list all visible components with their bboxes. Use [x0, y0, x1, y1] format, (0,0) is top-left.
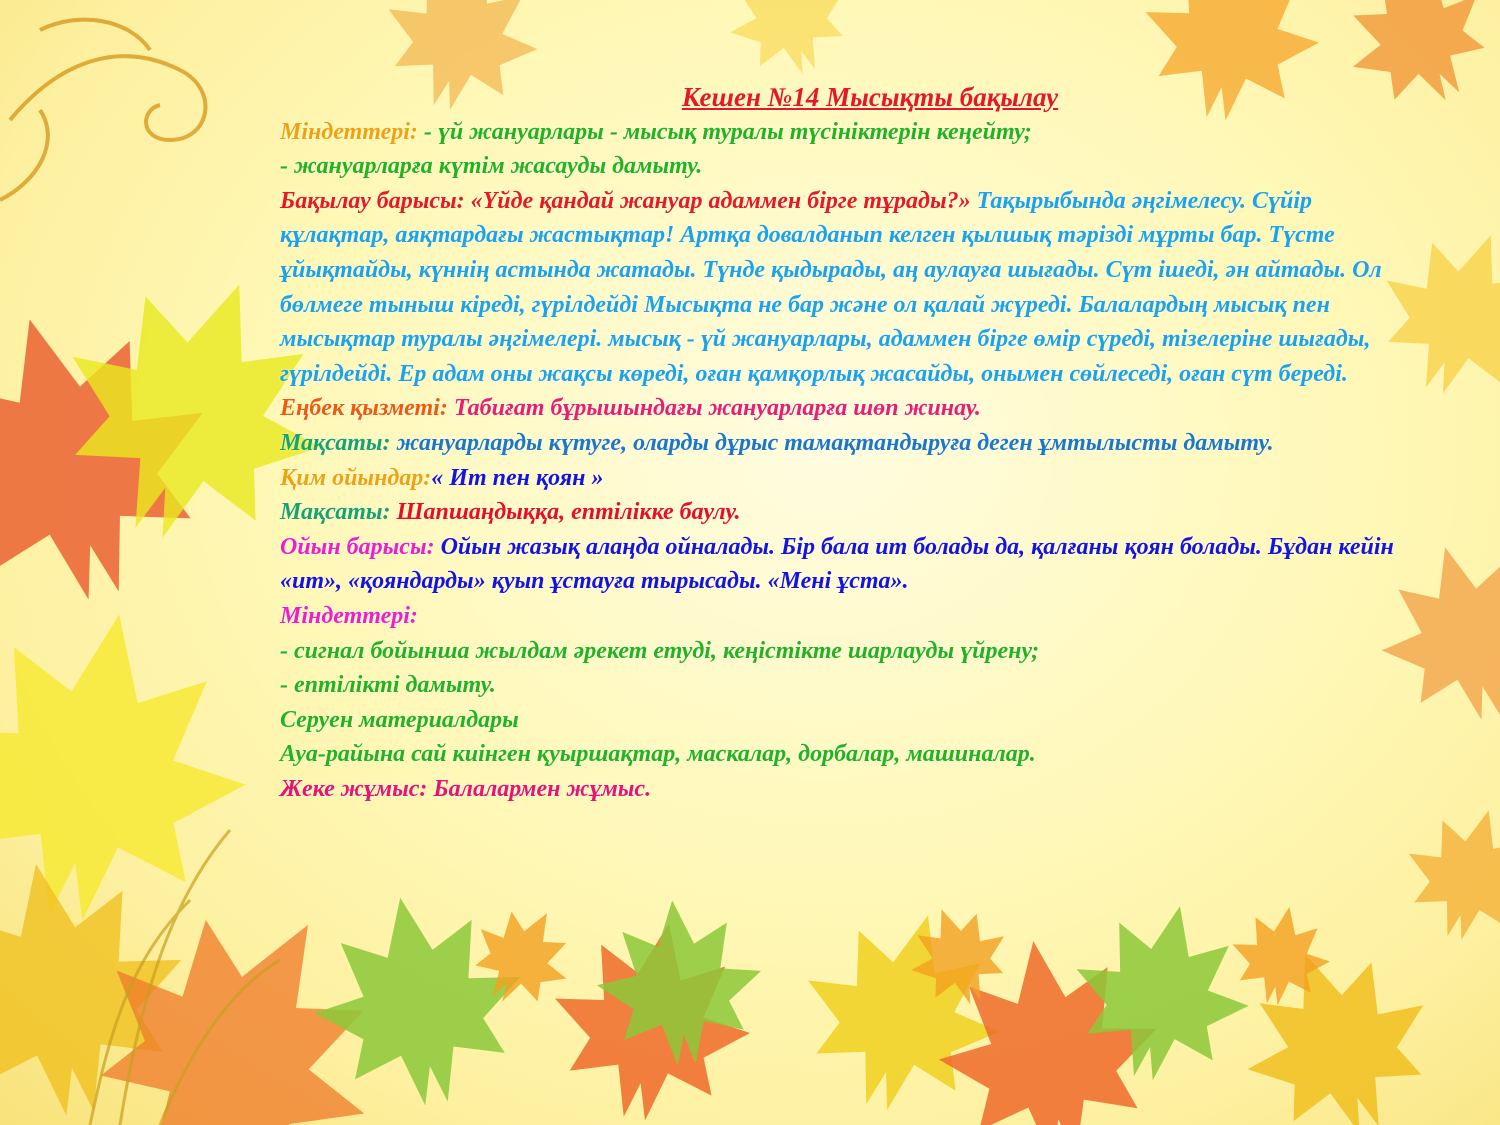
label-game: Қим ойындар: — [280, 464, 432, 491]
label-labor: Еңбек қызметі: — [280, 395, 448, 422]
label-game-process: Ойын барысы: — [280, 533, 435, 560]
paragraph-materials-heading: Серуен материалдары — [280, 706, 519, 733]
page-title: Кешен №14 Мысықты бақылау — [681, 82, 1059, 112]
paragraph-individual-work: Жеке жұмыс: Балалармен жұмыс. — [280, 775, 652, 802]
paragraph-tasks-2: - жануарларға күтім жасауды дамыту. — [280, 153, 703, 180]
label-observation: Бақылау барысы: — [280, 187, 465, 214]
label-goal: Мақсаты: — [280, 429, 391, 456]
paragraph-game: Қим ойындар:« Ит пен қоян » — [280, 464, 604, 491]
paragraph-observation: Бақылау барысы: «Үйде қандай жануар адаммен бірге тұрады?» Тақырыбында әңгімелесу. Сүйір құлақтар, аяқтардағы жастықтар! Артқа довалданып келген қылшық тәрізді мұрты бар. Түсте ұйықтайды, күннің астында жатады. Түнде қыдырады, аң аулауға шығады. Сүт ішеді, ән айтады. Ол бөлмеге тыныш кіреді, гүрілдейді Мысықта не бар және ол қалай жүреді. Балалардың мысық пен мысықтар туралы әңгімелері. мысық - үй жануарлары, адаммен бірге өмір сүреді, тізелеріне шығады, гүрілдейді. Ер адам оны жақсы көреді, оған қамқорлық жасайды, онымен сөйлеседі, оған сүт береді. — [280, 187, 1382, 387]
paragraph-labor: Еңбек қызметі: Табиғат бұрышындағы жануарларға шөп жинау. — [280, 395, 981, 422]
paragraph-tasks: Міндеттері: - үй жануарлары - мысық туралы түсініктерін кеңейту; — [280, 118, 1032, 145]
label-tasks-2: Міндеттері: — [280, 602, 418, 629]
paragraph-materials: Ауа-райына сай киінген қуыршақтар, маскалар, дорбалар, машиналар. — [280, 741, 1036, 768]
paragraph-goal-2: Мақсаты: Шапшаңдыққа, ептілікке баулу. — [280, 499, 741, 526]
label-tasks: Міндеттері: — [280, 118, 418, 145]
paragraph-tasks-4: - ептілікті дамыту. — [280, 672, 496, 699]
paragraph-tasks-3: - сигнал бойынша жылдам әрекет етуді, кеңістікте шарлауды үйрену; — [280, 637, 1040, 664]
label-goal-2: Мақсаты: — [280, 499, 391, 526]
swirl-ornament — [0, 20, 205, 200]
document-text — [280, 80, 1420, 806]
paragraph-goal: Мақсаты: жануарларды күтуге, оларды дұрыс тамақтандыруға деген ұмтылысты дамыту. — [280, 429, 1274, 456]
paragraph-game-process: Ойын барысы: Ойын жазық алаңда ойналады. Бір бала ит болады да, қалғаны қоян болады. Бұдан кейін «ит», «қояндарды» қуып ұстауға тырысады. «Мені ұста». — [280, 533, 1394, 595]
